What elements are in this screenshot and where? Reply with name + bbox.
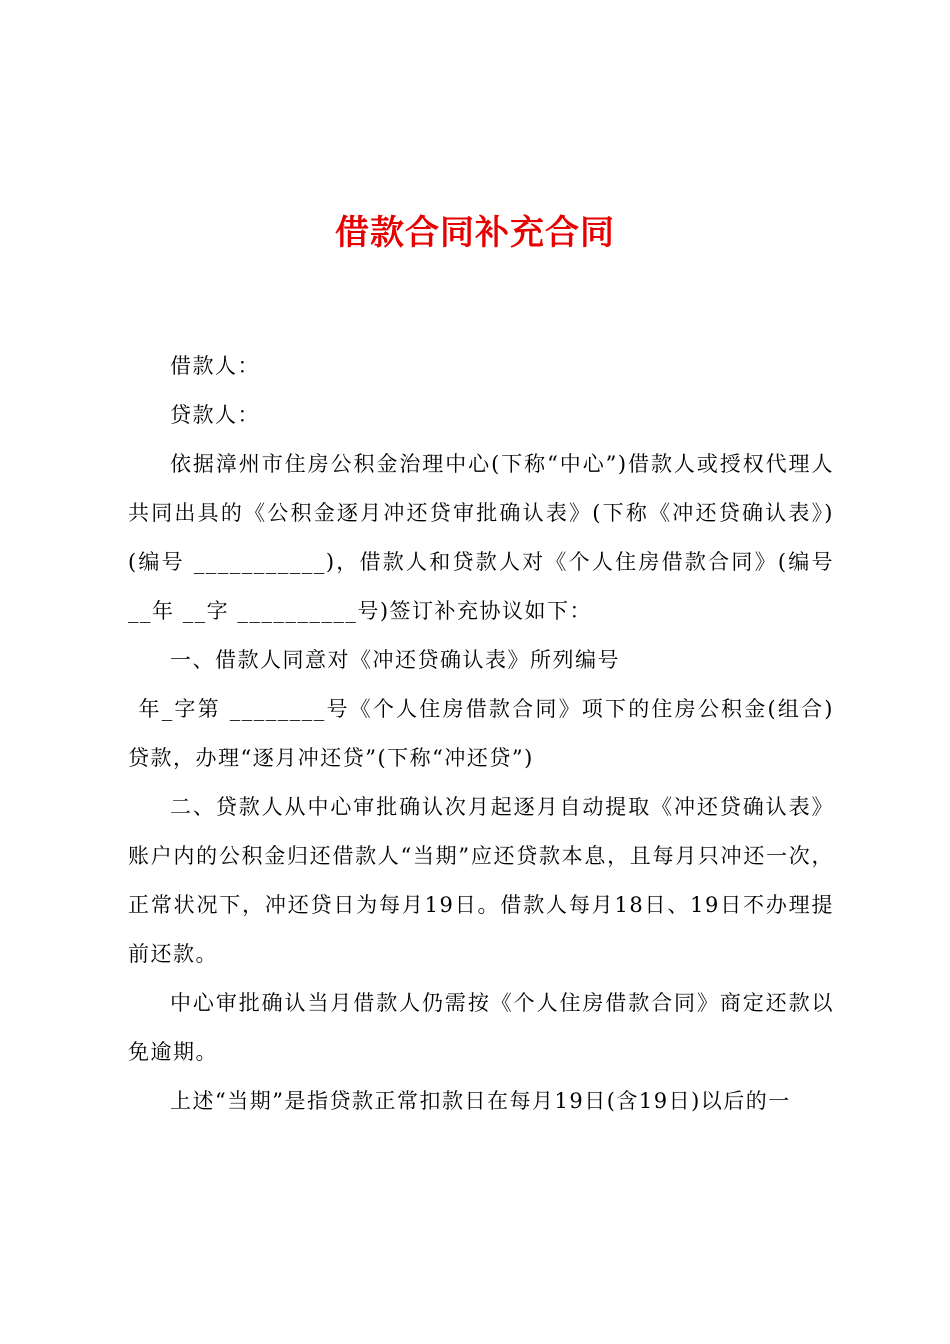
paragraph-lender: 贷款人：: [170, 403, 260, 427]
page-title: 借款合同补充合同: [335, 213, 615, 253]
paragraph-clause-1: 一、借款人同意对《冲还贷确认表》所列编号: [170, 648, 620, 672]
paragraph-current-period: 上述“当期”是指贷款正常扣款日在每月19日(含19日)以后的一: [170, 1089, 791, 1113]
paragraph-clause-1-detail: 年_字第 ________号《个人住房借款合同》项下的住房公积金(组合)贷款，办理“逐月冲还贷”(下称“冲还贷”): [128, 697, 834, 770]
paragraph-approval-note: 中心审批确认当月借款人仍需按《个人住房借款合同》商定还款以免逾期。: [128, 991, 834, 1064]
paragraph-clause-2: 二、贷款人从中心审批确认次月起逐月自动提取《冲还贷确认表》账户内的公积金归还借款人“当期”应还贷款本息，且每月只冲还一次，正常状况下，冲还贷日为每月19日。借款人每月18日、19日不办理提前还款。: [128, 795, 834, 966]
paragraph-borrower: 借款人：: [170, 354, 260, 378]
paragraph-preamble: 依据漳州市住房公积金治理中心(下称“中心”)借款人或授权代理人共同出具的《公积金逐月冲还贷审批确认表》(下称《冲还贷确认表》)(编号 ___________)，借款人和贷款人对《个人住房借款合同》(编号 __年 __字 __________号)签订补充协议如下：: [128, 452, 834, 623]
document-body: [128, 342, 834, 1126]
